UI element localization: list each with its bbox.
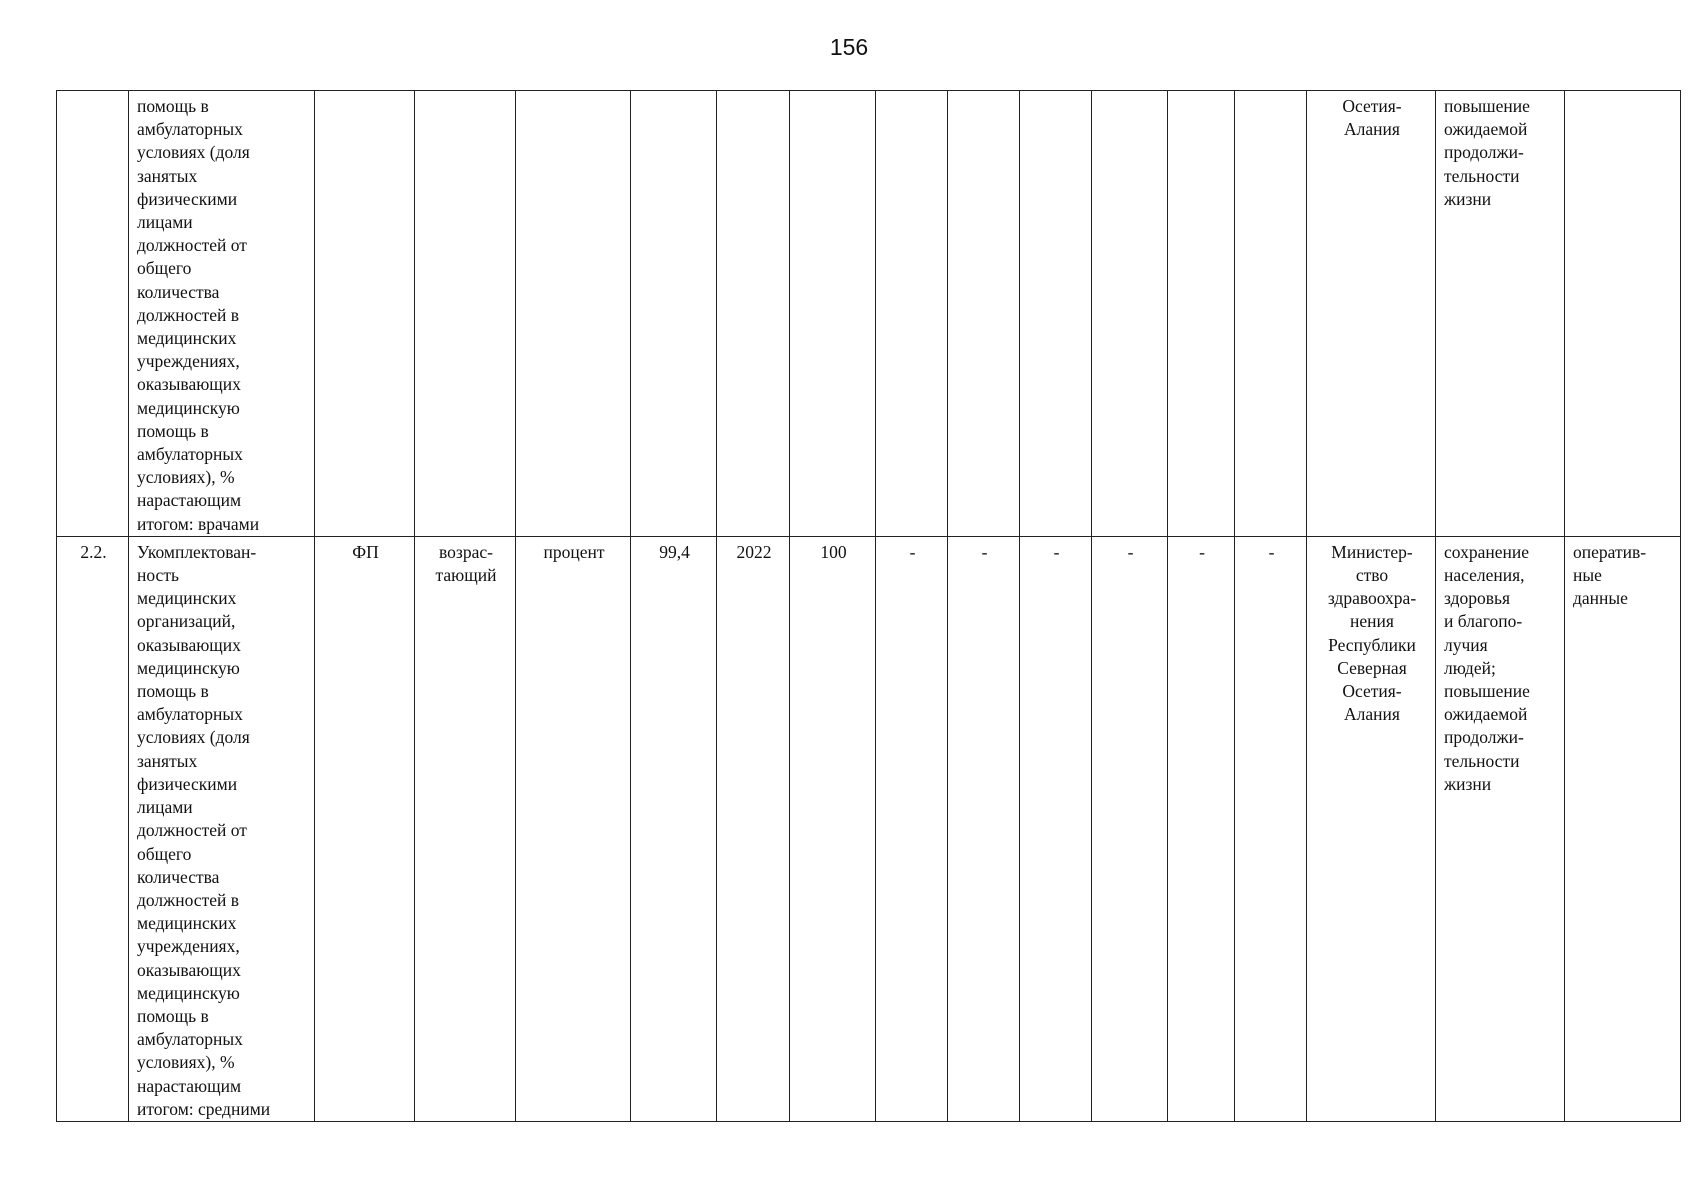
cell-indicator-name: Укомплектован- ность медицинских организаций, оказывающих медицинскую помощь в амбулаторных условиях (доля занятых физическими лицами должностей от общего количества должностей в медицинских учреждениях, оказывающих медицинскую помощь в амбулаторных условиях), % нарастающим итогом: средними xyxy=(129,536,315,1121)
cell-number xyxy=(57,91,129,537)
table-row xyxy=(57,536,1681,1121)
cell-goal-link: сохранение населения, здоровья и благопо- лучия людей; повышение ожидаемой продолжи- тельности жизни xyxy=(1436,536,1565,1121)
cell-value-3: - xyxy=(948,536,1020,1121)
indicators-table xyxy=(56,90,1681,1122)
cell-trend: возрас- тающий xyxy=(415,536,516,1121)
cell-base-value: 99,4 xyxy=(631,536,717,1121)
cell-value-4: - xyxy=(1020,536,1092,1121)
cell-info-system xyxy=(1565,91,1681,537)
cell-value-1: 100 xyxy=(790,536,876,1121)
cell-trend xyxy=(415,91,516,537)
cell-value-7: - xyxy=(1235,536,1307,1121)
cell-value-4 xyxy=(1020,91,1092,537)
cell-level: ФП xyxy=(315,536,415,1121)
cell-value-2 xyxy=(876,91,948,537)
cell-base-value xyxy=(631,91,717,537)
cell-value-3 xyxy=(948,91,1020,537)
table-row xyxy=(57,91,1681,537)
cell-value-6 xyxy=(1168,91,1235,537)
cell-value-6: - xyxy=(1168,536,1235,1121)
cell-value-5 xyxy=(1092,91,1168,537)
cell-value-7 xyxy=(1235,91,1307,537)
cell-goal-link: повышение ожидаемой продолжи- тельности жизни xyxy=(1436,91,1565,537)
cell-unit xyxy=(516,91,631,537)
cell-unit: процент xyxy=(516,536,631,1121)
page-number: 156 xyxy=(829,34,869,60)
cell-level xyxy=(315,91,415,537)
cell-value-2: - xyxy=(876,536,948,1121)
cell-value-1 xyxy=(790,91,876,537)
cell-responsible: Министер- ство здравоохра- нения Республики Северная Осетия- Алания xyxy=(1307,536,1436,1121)
cell-info-system: оператив- ные данные xyxy=(1565,536,1681,1121)
cell-number: 2.2. xyxy=(57,536,129,1121)
cell-indicator-name: помощь в амбулаторных условиях (доля занятых физическими лицами должностей от общего количества должностей в медицинских учреждениях, оказывающих медицинскую помощь в амбулаторных условиях), % нарастающим итогом: врачами xyxy=(129,91,315,537)
cell-base-year xyxy=(717,91,790,537)
cell-value-5: - xyxy=(1092,536,1168,1121)
cell-base-year: 2022 xyxy=(717,536,790,1121)
cell-responsible: Осетия- Алания xyxy=(1307,91,1436,537)
